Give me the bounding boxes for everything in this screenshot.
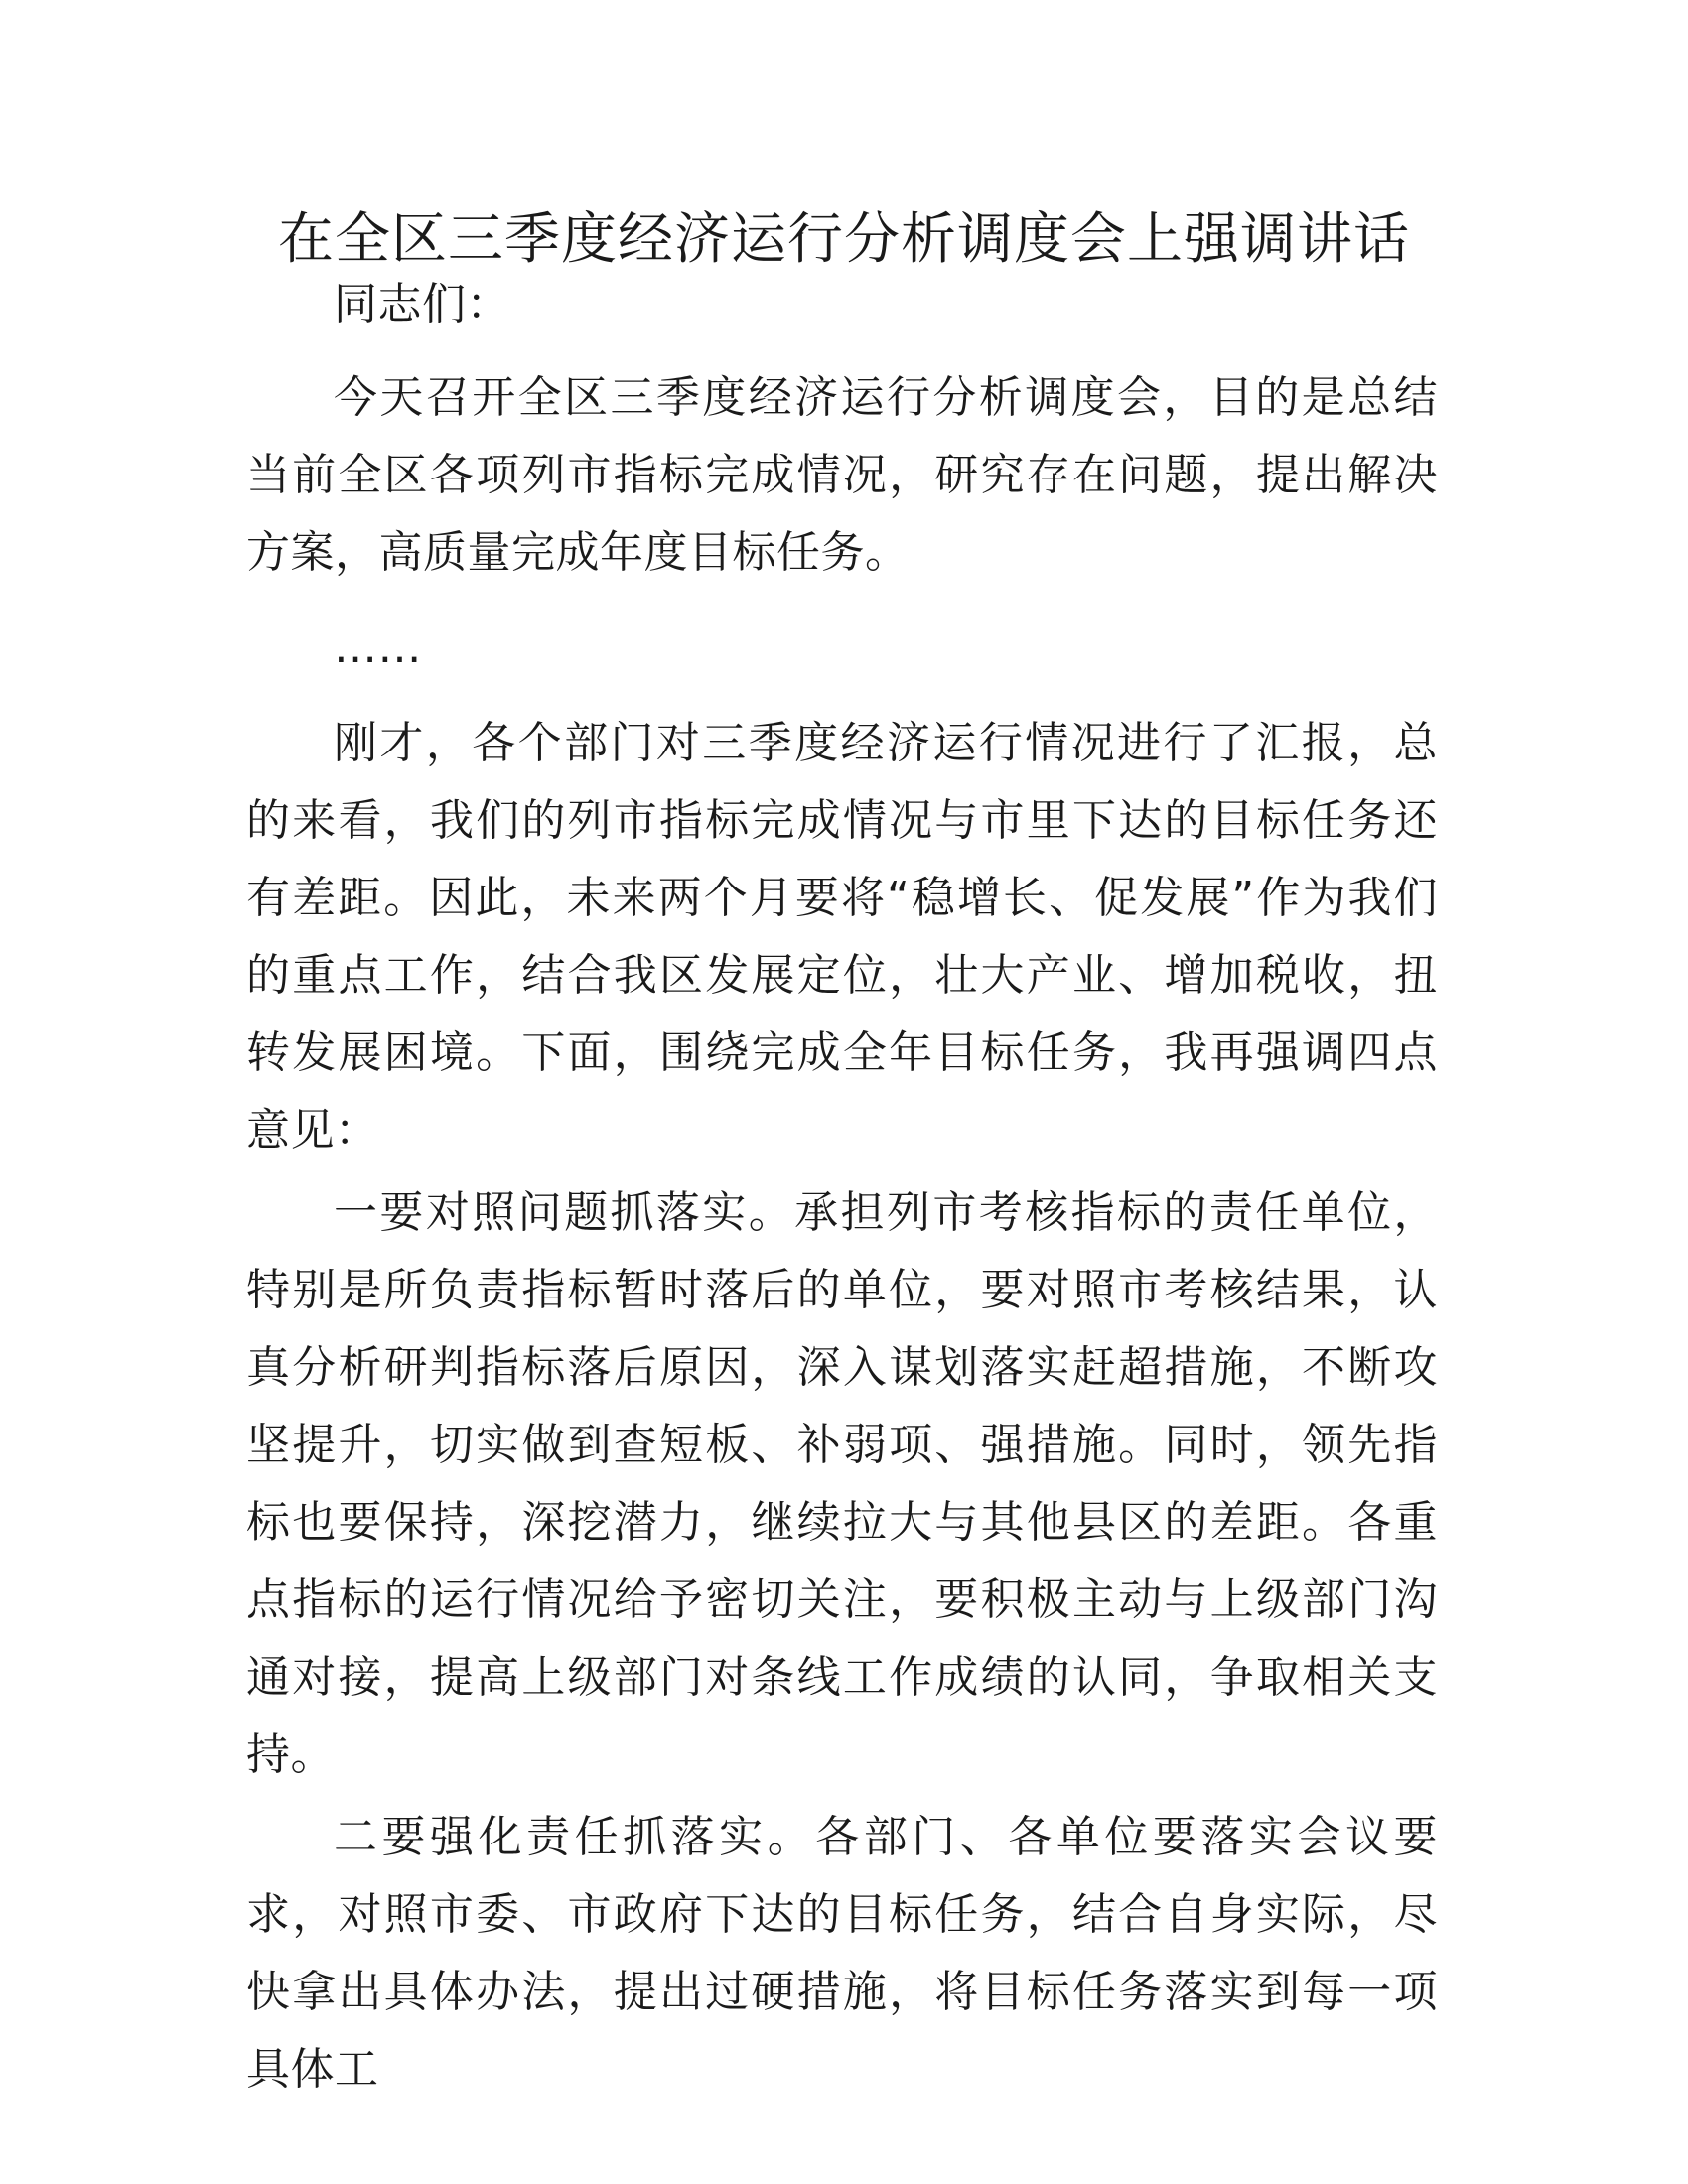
document-title: 在全区三季度经济运行分析调度会上强调讲话 bbox=[278, 207, 1410, 272]
paragraph-intro: 今天召开全区三季度经济运行分析调度会，目的是总结当前全区各项列市指标完成情况，研究存在问题，提出解决方案，高质量完成年度目标任务。 bbox=[246, 372, 1438, 578]
paragraph-ellipsis: …… bbox=[334, 622, 422, 673]
paragraph-summary: 刚才，各个部门对三季度经济运行情况进行了汇报，总的来看，我们的列市指标完成情况与市里下达的目标任务还有差距。因此，未来两个月要将“稳增长、促发展”作为我们的重点工作，结合我区发展定位，壮大产业、增加税收，扭转发展困境。下面，围绕完成全年目标任务，我再强调四点意见： bbox=[246, 718, 1438, 1156]
paragraph-point-one: 一要对照问题抓落实。承担列市考核指标的责任单位，特别是所负责指标暂时落后的单位，要对照市考核结果，认真分析研判指标落后原因，深入谋划落实赶超措施，不断攻坚提升，切实做到查短板、补弱项、强措施。同时，领先指标也要保持，深挖潜力，继续拉大与其他县区的差距。各重点指标的运行情况给予密切关注，要积极主动与上级部门沟通对接，提高上级部门对条线工作成绩的认同，争取相关支持。 bbox=[246, 1187, 1438, 1780]
document-body bbox=[246, 266, 1438, 2114]
salutation: 同志们： bbox=[334, 279, 510, 330]
paragraph-point-two: 二要强化责任抓落实。各部门、各单位要落实会议要求，对照市委、市政府下达的目标任务，结合自身实际，尽快拿出具体办法，提出过硬措施，将目标任务落实到每一项具体工 bbox=[246, 1812, 1438, 2095]
